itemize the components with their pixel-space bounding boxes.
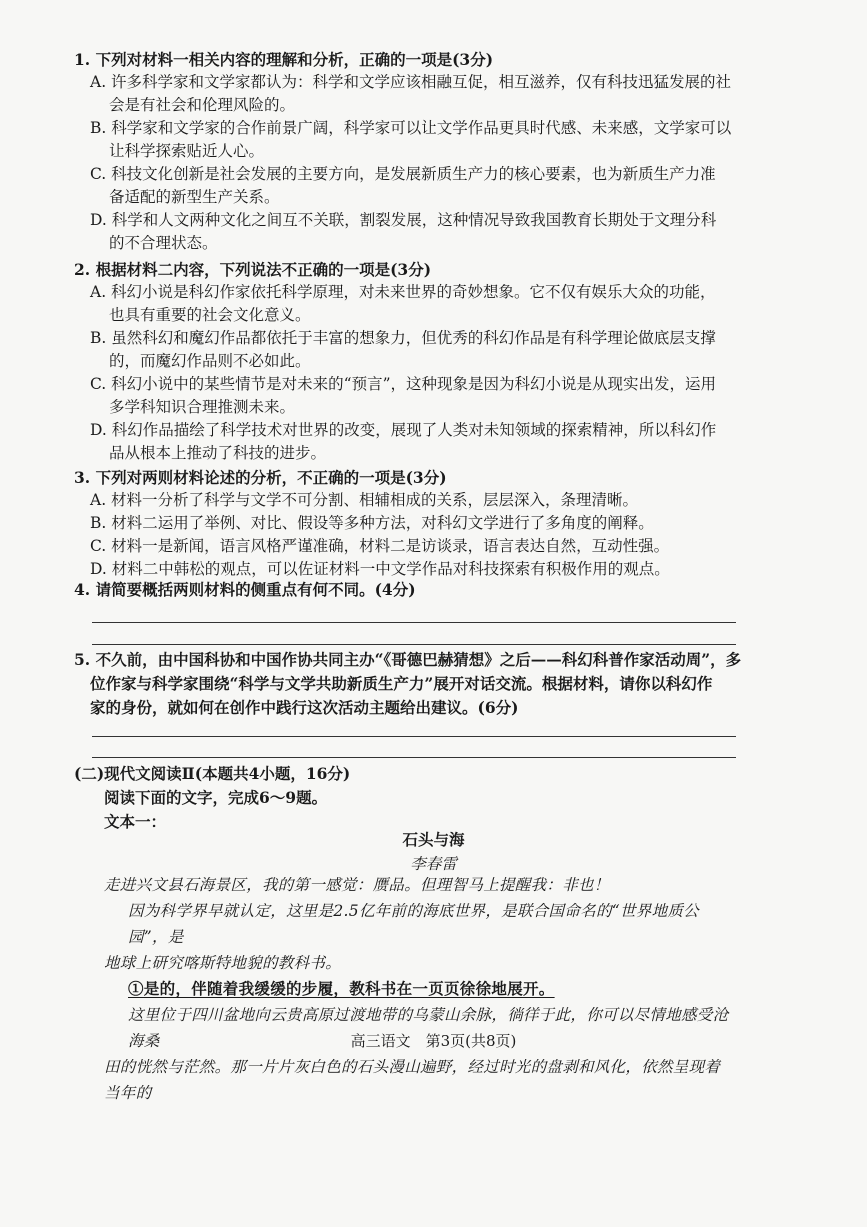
paragraph-3-underlined: ①是的，伴随着我缓缓的步履，教科书在一页页徐徐地展开。 <box>128 979 555 998</box>
question-4 <box>74 578 774 601</box>
question-1-stem: 1. 下列对材料一相关内容的理解和分析，正确的一项是(3分) <box>74 50 494 69</box>
paragraph-2-line-1: 因为科学界早就认定，这里是2.5亿年前的海底世界，是联合国命名的“世界地质公园”，是 <box>128 902 699 946</box>
question-3 <box>74 466 774 581</box>
question-5-line-3: 家的身份，就如何在创作中践行这次活动主题给出建议。(6分) <box>90 698 519 717</box>
question-2-stem: 2. 根据材料二内容，下列说法不正确的一项是(3分) <box>74 260 432 279</box>
paragraph-2-line-2: 地球上研究喀斯特地貌的教科书。 <box>104 954 342 972</box>
question-1-option-a[interactable]: A. 许多科学家和文学家都认为：科学和文学应该相融互促，相互滋养，仅有科技迅猛发展的社 会是有社会和伦理风险的。 <box>90 73 732 114</box>
question-2-option-a[interactable]: A. 科幻小说是科幻作家依托科学原理，对未来世界的奇妙想象。它不仅有娱乐大众的功能， 也具有重要的社会文化意义。 <box>90 283 716 324</box>
answer-line[interactable] <box>92 644 736 645</box>
paragraph-4-line-1: 这里位于四川盆地向云贵高原过渡地带的乌蒙山余脉，徜徉于此，你可以尽情地感受沧海桑 <box>128 1006 729 1050</box>
section-heading: (二)现代文阅读Ⅱ(本题共4小题，16分) <box>74 764 351 783</box>
question-1-option-b[interactable]: B. 科学家和文学家的合作前景广阔，科学家可以让文学作品更具时代感、未来感，文学家可以 让科学探索贴近人心。 <box>90 119 732 160</box>
article-body <box>104 872 734 1106</box>
answer-line[interactable] <box>92 757 736 758</box>
question-1-option-d[interactable]: D. 科学和人文两种文化之间互不关联，割裂发展，这种情况导致我国教育长期处于文理分科 的不合理状态。 <box>90 211 717 252</box>
question-2-option-c[interactable]: C. 科幻小说中的某些情节是对未来的“预言”，这种现象是因为科幻小说是从现实出发，运用 多学科知识合理推测未来。 <box>90 375 717 416</box>
paragraph-4-line-2: 田的恍然与茫然。那一片片灰白色的石头漫山遍野，经过时光的盘剥和风化，依然呈现着当年的 <box>104 1058 721 1102</box>
article-author: 李春雷 <box>410 855 457 873</box>
question-3-option-d[interactable]: D. 材料二中韩松的观点，可以佐证材料一中文学作品对科技探索有积极作用的观点。 <box>90 560 670 578</box>
text-label: 文本一： <box>104 812 167 831</box>
question-3-option-c[interactable]: C. 材料一是新闻，语言风格严谨准确，材料二是访谈录，语言表达自然，互动性强。 <box>90 537 670 555</box>
question-5-line-2: 位作家与科学家围绕“科学与文学共助新质生产力”展开对话交流。根据材料，请你以科幻作 <box>90 674 713 693</box>
page-footer: 高三语文 第3页(共8页) <box>350 1032 517 1050</box>
section-instruction: 阅读下面的文字，完成6～9题。 <box>104 788 328 807</box>
question-4-stem: 4. 请简要概括两则材料的侧重点有何不同。(4分) <box>74 580 416 599</box>
article-title: 石头与海 <box>402 830 465 849</box>
question-2-option-d[interactable]: D. 科幻作品描绘了科学技术对世界的改变，展现了人类对未知领域的探索精神，所以科幻作 品从根本上推动了科技的进步。 <box>90 421 717 462</box>
question-5-line-1: 5. 不久前，由中国科协和中国作协共同主办“《哥德巴赫猜想》之后——科幻科普作家活动周”，多 <box>74 650 742 669</box>
question-3-option-b[interactable]: B. 材料二运用了举例、对比、假设等多种方法，对科幻文学进行了多角度的阐释。 <box>90 514 654 532</box>
paragraph-1: 走进兴文县石海景区，我的第一感觉：赝品。但理智马上提醒我：非也！ <box>104 876 610 894</box>
question-1 <box>74 48 774 255</box>
answer-line[interactable] <box>92 622 736 623</box>
question-1-option-c[interactable]: C. 科技文化创新是社会发展的主要方向，是发展新质生产力的核心要素，也为新质生产力准 备适配的新型生产关系。 <box>90 165 716 206</box>
question-3-option-a[interactable]: A. 材料一分析了科学与文学不可分割、相辅相成的关系，层层深入，条理清晰。 <box>90 491 639 509</box>
question-2-option-b[interactable]: B. 虽然科幻和魔幻作品都依托于丰富的想象力，但优秀的科幻作品是有科学理论做底层支撑 的，而魔幻作品则不必如此。 <box>90 329 716 370</box>
question-5 <box>74 648 774 720</box>
answer-line[interactable] <box>92 736 736 737</box>
question-3-stem: 3. 下列对两则材料论述的分析，不正确的一项是(3分) <box>74 468 447 487</box>
question-2 <box>74 258 774 465</box>
